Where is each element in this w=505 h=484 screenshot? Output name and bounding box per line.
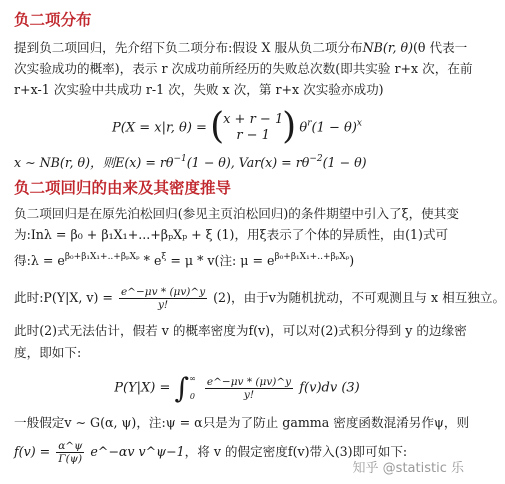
formula-2-prefix: 此时:P(Y|X, v) = (14, 290, 113, 305)
exp: −1 (173, 154, 187, 164)
left-paren: ( (210, 106, 225, 147)
theta-exp: r (307, 118, 312, 129)
paragraph-4-line-2 (14, 440, 407, 465)
paragraph-1-line-2: 次实验成功的概率)，表示 r 次成功前所经历的失败总次数(即共实验 r+x 次，在前 (14, 61, 473, 76)
upper-limit: ∞ (189, 374, 196, 383)
gamma-density-fraction (56, 440, 84, 465)
numerator: α^ψ (58, 440, 83, 452)
theta: θ (299, 120, 308, 136)
text: f(v) = (14, 444, 51, 459)
formula-3 (0, 370, 474, 406)
formula-3-fraction (205, 376, 293, 401)
denominator: y! (243, 388, 255, 401)
text: (1 − θ), Var(x) = rθ (186, 155, 310, 170)
binom-bottom: r − 1 (236, 128, 270, 143)
paragraph-2-line-1: 负二项回归是在原先泊松回归(参见主页泊松回归)的条件期望中引入了ξ，使其变 (14, 206, 459, 221)
formula-1-lhs: P(X = x|r, θ) = (112, 120, 207, 136)
math-nb: NB(r, θ) (362, 40, 413, 55)
formula-2-fraction (119, 286, 207, 311)
numerator: e^−μv * (μv)^y (120, 286, 206, 298)
numerator: e^−μv * (μv)^y (206, 375, 292, 388)
paragraph-4-line-1: 一般假定v ∼ G(α, ψ)，注:ψ = α只是为了防止 gamma 密度函数混淆另作ψ，则 (14, 415, 470, 430)
exp: −2 (309, 154, 323, 164)
formula-2-line (14, 286, 505, 311)
distribution-line (14, 151, 367, 171)
binomial-coefficient (210, 106, 297, 147)
text: E(x) = rθ (115, 155, 174, 170)
paragraph-2-line-2: 为:Inλ = β₀ + β₁X₁+...+βₚXₚ + ξ (1)，用ξ表示了个体的异质性，由(1)式可 (14, 227, 449, 242)
text: 提到负二项回归，先介绍下负二项分布:假设 X 服从负二项分布 (14, 40, 363, 55)
x-exp: x (356, 118, 362, 129)
formula-3-tail: f(v)dv (3) (299, 380, 360, 396)
binom-top: x + r − 1 (223, 112, 284, 127)
one-minus-theta: (1 − θ) (311, 120, 357, 136)
paragraph-3-line-2: 度，即如下: (14, 345, 82, 360)
text: (1 − θ) (322, 155, 367, 170)
heading-origin-and-density: 负二项回归的由来及其密度推导 (14, 179, 232, 197)
text: * e (139, 253, 162, 268)
paragraph-1-line-1 (14, 40, 467, 56)
paragraph-3-line-1: 此时(2)式无法估计，假若 v 的概率密度为f(v)，可以对(2)式积分得到 y 的边缘密 (14, 323, 467, 338)
heading-negative-binomial-distribution: 负二项分布 (14, 11, 92, 29)
right-paren: ) (282, 106, 297, 147)
paragraph-1-line-3: r+x-1 次实验中共成功 r-1 次，失败 x 次，第 r+x 次实验亦成功) (14, 82, 384, 97)
text: e^−αv v^ψ−1 (90, 444, 185, 459)
text: 得:λ = e (14, 253, 65, 268)
text: x ∼ NB(r, θ)，则 (14, 155, 116, 170)
exp: β₀+β₁X₁+..+βₚXₚ (274, 252, 350, 262)
lower-limit: 0 (189, 392, 195, 401)
formula-1 (0, 106, 474, 147)
formula-2-suffix: (2)，由于v为随机扰动，不可观测且与 x 相互独立。 (213, 290, 505, 305)
text: = μ * v(注: μ = e (166, 253, 275, 268)
denominator: Γ(ψ) (58, 453, 83, 465)
denominator: y! (157, 299, 169, 311)
watermark: 知乎 @statistic 乐 (352, 461, 464, 476)
paragraph-2-line-3 (14, 249, 354, 269)
exp: ξ (161, 252, 167, 262)
integral-sign: ∫ (174, 371, 190, 405)
text: ) (349, 253, 355, 268)
exp: β₀+β₁X₁+..+βₚXₚ (64, 252, 140, 262)
text: ，将 v 的假定密度f(v)带入(3)即可如下: (184, 444, 408, 459)
text: (θ 代表一 (412, 40, 468, 55)
formula-3-lhs: P(Y|X) = (114, 380, 171, 396)
integral-limits (189, 370, 196, 406)
